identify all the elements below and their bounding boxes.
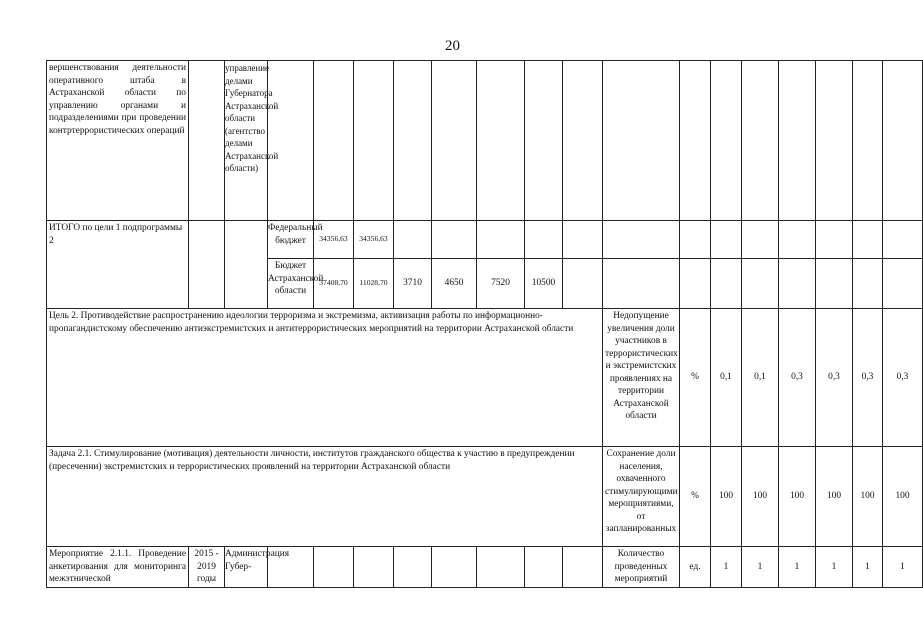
regional-2018: 7520 [477,259,525,309]
federal-budget-label: Федеральный бюджет [268,221,314,259]
event-2-1-1-value-4: 1 [816,547,853,588]
event-2-1-1-value-2: 1 [742,547,779,588]
event-2-1-1-row [47,547,923,588]
event-2-1-1-value-5: 1 [853,547,883,588]
task-2-1-value-4: 100 [816,447,853,547]
federal-total: 34356,63 [314,221,354,259]
event-2-1-1-value-3: 1 [779,547,816,588]
itogo-title: ИТОГО по цели 1 подпрограммы 2 [47,221,189,309]
itogo-federal-row [47,221,923,259]
goal-2-value-3: 0,3 [779,309,816,447]
goal-2-text: Цель 2. Противодействие распространению идеологии терроризма и экстремизма, активизация работы по информационно-пропагандистскому обеспечению антиэкстремистских и антитеррористических мероприятий на территории Астраханской области [47,309,603,447]
page-number: 20 [445,38,460,54]
task-2-1-text: Задача 2.1. Стимулирование (мотивация) деятельности личности, институтов гражданского общества к участию в предупреждении (пресечении) экстремистских и террористических проявлений на территории Астраханской области [47,447,603,547]
event-2-1-1-value-6: 1 [883,547,923,588]
event-2-1-1-executor: Администрация Губер- [225,547,268,588]
regional-total: 37408,70 [314,259,354,309]
task-2-1-unit: % [680,447,711,547]
goal-2-value-5: 0,3 [853,309,883,447]
measure-continuation-row [47,61,923,221]
task-2-1-value-2: 100 [742,447,779,547]
federal-2015: 34356,63 [354,221,394,259]
program-table [46,60,923,588]
event-2-1-1-indicator: Количество проведенных мероприятий [603,547,680,588]
regional-budget-label: Бюджет Астраханской области [268,259,314,309]
goal-2-value-6: 0,3 [883,309,923,447]
regional-2019: 10500 [525,259,563,309]
regional-2017: 4650 [432,259,477,309]
goal-2-indicator: Недопущение увеличения доли участников в террористических и экстремистских проявлениях на территории Астраханской области [603,309,680,447]
goal-2-value-4: 0,3 [816,309,853,447]
task-2-1-indicator: Сохранение доли населения, охваченного стимулирующими мероприятиями, от запланированных [603,447,680,547]
goal-2-unit: % [680,309,711,447]
goal-2-value-1: 0,1 [711,309,742,447]
task-2-1-value-1: 100 [711,447,742,547]
event-2-1-1-text: Мероприятие 2.1.1. Проведение анкетирования для мониторинга межэтнической [47,547,189,588]
task-2-1-value-3: 100 [779,447,816,547]
event-2-1-1-unit: ед. [680,547,711,588]
event-2-1-1-value-1: 1 [711,547,742,588]
task-2-1-row [47,447,923,547]
goal-2-row [47,309,923,447]
event-2-1-1-period: 2015 - 2019 годы [189,547,225,588]
goal-2-value-2: 0,1 [742,309,779,447]
task-2-1-value-5: 100 [853,447,883,547]
regional-2015: 11028,70 [354,259,394,309]
regional-2016: 3710 [394,259,432,309]
measure-executor: управление делами Губернатора Астраханской области (агентство делами Астраханской области) [225,61,268,221]
task-2-1-value-6: 100 [883,447,923,547]
measure-description: вершенствования деятельности оперативного штаба в Астраханской области по управлению органами и подразделениями при проведении контртеррористических операций [47,61,189,221]
